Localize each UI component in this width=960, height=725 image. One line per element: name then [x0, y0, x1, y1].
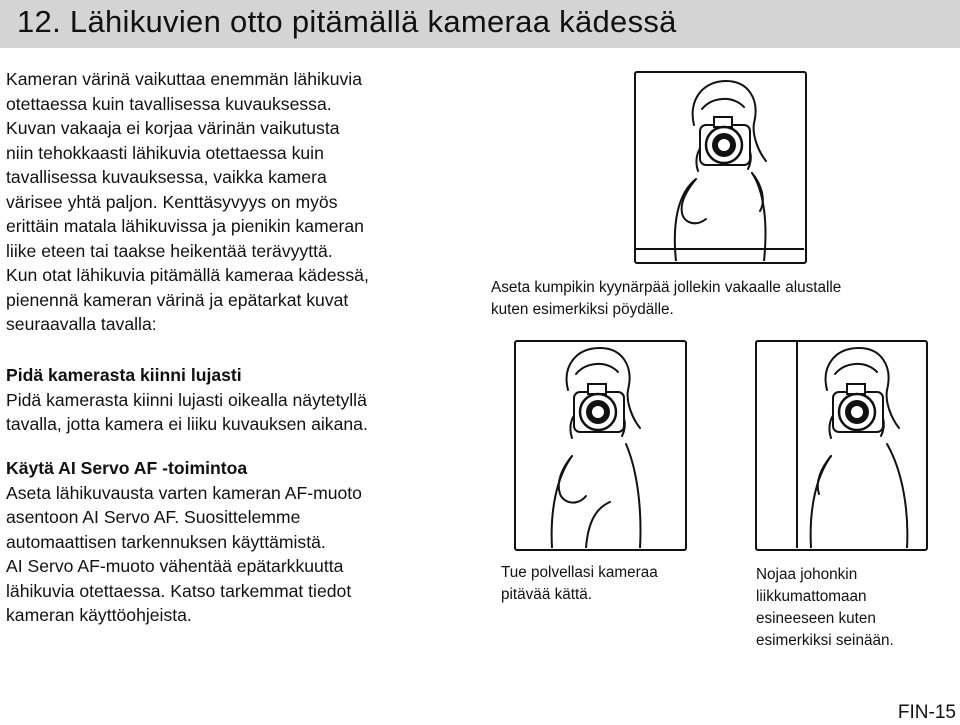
person-with-camera-icon — [516, 342, 684, 548]
illustration-lean-on-wall — [755, 340, 928, 551]
intro-paragraph — [6, 67, 446, 337]
intro-line: liike eteen tai taakse heikentää terävyyttä. — [6, 240, 333, 261]
caption-lean-line: Nojaa johonkin — [756, 566, 858, 583]
section-grip-line: tavalla, jotta kamera ei liiku kuvauksen aikana. — [6, 414, 368, 434]
section-ai-servo-line: lähikuvia otettaessa. Katso tarkemmat tiedot — [6, 580, 352, 601]
page-title: 12. Lähikuvien otto pitämällä kameraa kädessä — [17, 4, 677, 39]
caption-elbows-line: kuten esimerkiksi pöydälle. — [491, 301, 674, 318]
section-ai-servo — [6, 456, 446, 628]
section-ai-servo-line: asentoon AI Servo AF. Suosittelemme — [6, 507, 301, 527]
section-grip-heading: Pidä kamerasta kiinni lujasti — [6, 365, 242, 385]
intro-line: seuraavalla tavalla: — [6, 314, 157, 334]
caption-lean — [756, 564, 894, 652]
caption-knee — [501, 562, 658, 606]
section-ai-servo-line: AI Servo AF-muoto vähentää epätarkkuutta — [6, 556, 344, 576]
section-ai-servo-heading: Käytä AI Servo AF -toimintoa — [6, 458, 248, 478]
caption-lean-line: esimerkiksi seinään. — [756, 632, 894, 649]
person-with-camera-icon — [636, 73, 804, 261]
caption-knee-line: pitävää kättä. — [501, 586, 592, 603]
illustration-elbows-on-table — [634, 71, 807, 264]
caption-knee-line: Tue polvellasi kameraa — [501, 564, 658, 581]
section-ai-servo-line: Aseta lähikuvausta varten kameran AF-muoto — [6, 482, 362, 503]
caption-lean-line: liikkumattomaan — [756, 588, 867, 605]
page-number: FIN-15 — [897, 702, 956, 723]
person-with-camera-icon — [757, 342, 925, 548]
caption-elbows — [491, 277, 841, 321]
section-grip-line: Pidä kamerasta kiinni lujasti oikealla näytetyllä — [6, 389, 367, 410]
title-bar — [0, 0, 960, 48]
section-ai-servo-line: automaattisen tarkennuksen käyttämistä. — [6, 531, 326, 552]
intro-line: pienennä kameran värinä ja epätarkat kuvat — [6, 289, 349, 310]
caption-lean-line: esineeseen kuten — [756, 610, 876, 627]
intro-line: tavallisessa kuvauksessa, vaikka kamera — [6, 167, 327, 187]
intro-line: erittäin matala lähikuvissa ja pienikin kameran — [6, 216, 364, 236]
intro-line: niin tehokkaasti lähikuvia otettaessa kuin — [6, 142, 324, 163]
intro-line: värisee yhtä paljon. Kenttäsyvyys on myös — [6, 191, 338, 212]
intro-line: otettaessa kuin tavallisessa kuvauksessa. — [6, 93, 332, 114]
section-grip — [6, 363, 446, 437]
intro-line: Kuvan vakaaja ei korjaa värinän vaikutusta — [6, 118, 340, 138]
illustration-knee-support — [514, 340, 687, 551]
intro-line: Kameran värinä vaikuttaa enemmän lähikuvia — [6, 69, 362, 89]
caption-elbows-line: Aseta kumpikin kyynärpää jollekin vakaalle alustalle — [491, 279, 842, 296]
section-ai-servo-line: kameran käyttöohjeista. — [6, 605, 192, 625]
intro-line: Kun otat lähikuvia pitämällä kameraa kädessä, — [6, 265, 369, 285]
